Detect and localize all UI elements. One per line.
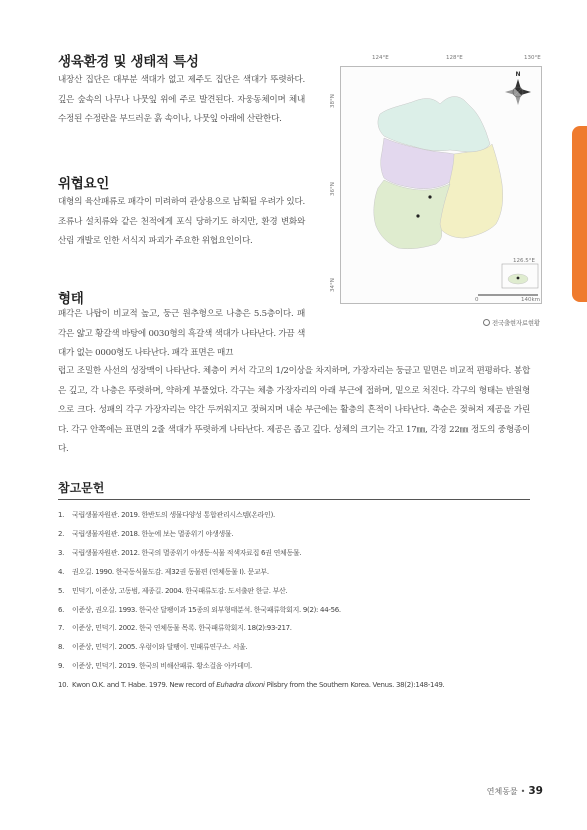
distribution-map xyxy=(340,66,542,304)
reference-text: 국립생물자원관. 2019. 한반도의 생물다양성 통합관리시스템(온라인). xyxy=(72,511,275,519)
map-point xyxy=(428,195,431,198)
threats-paragraph: 대형의 육산패류로 패각이 미려하여 관상용으로 남획될 우려가 있다. 조류나 설치류와 같은 천적에게 포식 당하기도 하지만, 환경 변화와 산림 개발로 인한 서식지 파괴가 주요한 위협요인이다. xyxy=(58,197,305,247)
map-lat-label: 36°N xyxy=(330,182,336,196)
reference-number: 1. xyxy=(58,511,65,519)
scale-end-label: 140km xyxy=(521,297,541,303)
map-lon-label: 124°E xyxy=(372,55,389,61)
map-lat-label: 38°N xyxy=(330,94,336,108)
jeju-lon-label: 126.5°E xyxy=(513,258,535,264)
morphology-paragraph-wide: 럽고 조밀한 사선의 성장맥이 나타난다. 체층이 커서 각고의 1/2이상을 차지하며, 가장자리는 둥글고 밑면은 비교적 편평하다. 봉합은 깊고, 각 나층은 뚜렷하며, 약하게 부풀었다. 각구는 체층 가장자리의 아래 부근에 접하며, 밑으로 처진다. 각구의 형태는 반원형으로 크다. 성패의 각구 가장자리는 약간 두꺼워지고 젖혀지며 내순 부근에는 활층의 흔적이 나타난다. 축순은 젖혀져 제공을 가린다. 각구 안쪽에는 표면의 2줄 색대가 뚜렷하게 나타난다. 제공은 좁고 깊다. 성체의 크기는 각고 17㎜, 각경 22㎜ 정도의 중형종이다. xyxy=(58,366,530,455)
reference-text: 권오길. 1990. 한국동식물도감. 제32권 동물편 (연체동물 Ⅰ). 문교부. xyxy=(72,567,269,576)
reference-item xyxy=(58,619,538,638)
habitat-heading: 생육환경 및 생태적 특성 xyxy=(58,54,199,70)
reference-text: 민덕기, 이준상, 고동범, 제종길. 2004. 한국패류도감. 도서출판 한글. 부산. xyxy=(72,586,288,595)
reference-number: 9. xyxy=(58,662,65,671)
reference-text-post: Pilsbry from the Southern Korea. Venus. 38(2):148-149. xyxy=(264,681,445,690)
map-region-southwest xyxy=(374,180,450,249)
map-credit-text: 전국출현자료현황 xyxy=(492,319,540,327)
page-number: 39 xyxy=(528,785,543,797)
footer-bullet: • xyxy=(520,787,526,796)
reference-text: 이준상, 권오길. 1993. 한국산 달팽이과 15종의 외부형태분석. 한국패류학회지. 9(2): 44-56. xyxy=(72,605,341,614)
reference-text-pre: Kwon O.K. and T. Habe. 1979. New record of xyxy=(72,681,217,690)
reference-item xyxy=(58,676,538,695)
map-credit xyxy=(483,318,540,327)
reference-text: 이준상, 민덕기. 2002. 한국 연체동물 목록. 한국패류학회지. 18(2):93-217. xyxy=(72,624,292,633)
references-divider xyxy=(58,499,530,500)
reference-item xyxy=(58,601,538,620)
reference-item xyxy=(58,544,538,563)
reference-text: 이준상, 민덕기. 2019. 한국의 비해산패류. 황소걸음 아카데미. xyxy=(72,662,252,671)
chapter-side-tab xyxy=(572,126,587,302)
reference-item xyxy=(58,563,538,582)
map-lat-label: 34°N xyxy=(330,278,336,292)
scale-bar xyxy=(478,294,538,296)
habitat-paragraph: 내장산 집단은 대부분 색대가 없고 제주도 집단은 색대가 뚜렷하다. 깊은 숲속의 나무나 나뭇잎 위에 주로 발견된다. 자웅동체이며 체내 수정된 수정란을 부드러운 흙 속이나, 나뭇잎 아래에 산란한다. xyxy=(58,75,305,125)
references-list xyxy=(58,506,538,695)
scale-start-label: 0 xyxy=(475,297,479,303)
reference-species-name: Euhadra dixoni xyxy=(216,681,265,690)
reference-text: 이준상, 민덕기. 2005. 우렁이와 달팽이. 민패류연구소. 서울. xyxy=(72,643,248,652)
reference-item xyxy=(58,582,538,601)
map-lon-label: 128°E xyxy=(446,55,463,61)
reference-number: 5. xyxy=(58,586,65,595)
threats-heading: 위협요인 xyxy=(58,176,109,192)
reference-number: 2. xyxy=(58,529,65,538)
map-pin-icon xyxy=(483,319,490,326)
reference-number: 4. xyxy=(58,567,65,576)
reference-text: 국립생물자원관. 2018. 한눈에 보는 멸종위기 야생생물. xyxy=(72,529,234,538)
reference-number: 10. xyxy=(58,681,69,690)
reference-item xyxy=(58,506,538,525)
reference-item xyxy=(58,638,538,657)
map-point xyxy=(517,277,520,280)
map-lon-label: 130°E xyxy=(524,55,541,61)
compass-rose-icon xyxy=(505,79,531,105)
morphology-heading: 형태 xyxy=(58,291,84,307)
reference-number: 6. xyxy=(58,605,65,614)
compass-north-label: N xyxy=(515,71,521,78)
reference-number: 7. xyxy=(58,624,65,633)
reference-number: 3. xyxy=(58,548,65,557)
reference-item xyxy=(58,657,538,676)
reference-text: 국립생물자원관. 2012. 한국의 멸종위기 야생동·식물 적색자료집 6권 연체동물. xyxy=(72,548,302,557)
morphology-paragraph-narrow: 패각은 나탑이 비교적 높고, 둥근 원추형으로 나층은 5.5층이다. 패각은 얇고 황갈색 바탕에 0030형의 흑갈색 색대가 나타난다. 가끔 색대가 없는 0000형도 나타난다. 패각 표면은 매끄 xyxy=(58,309,305,359)
map-svg xyxy=(340,66,542,304)
footer-section-name: 연체동물 xyxy=(486,787,518,796)
map-point xyxy=(416,214,419,217)
reference-item xyxy=(58,525,538,544)
reference-number: 8. xyxy=(58,643,65,652)
page-footer xyxy=(487,785,543,797)
references-heading: 참고문헌 xyxy=(58,481,105,495)
